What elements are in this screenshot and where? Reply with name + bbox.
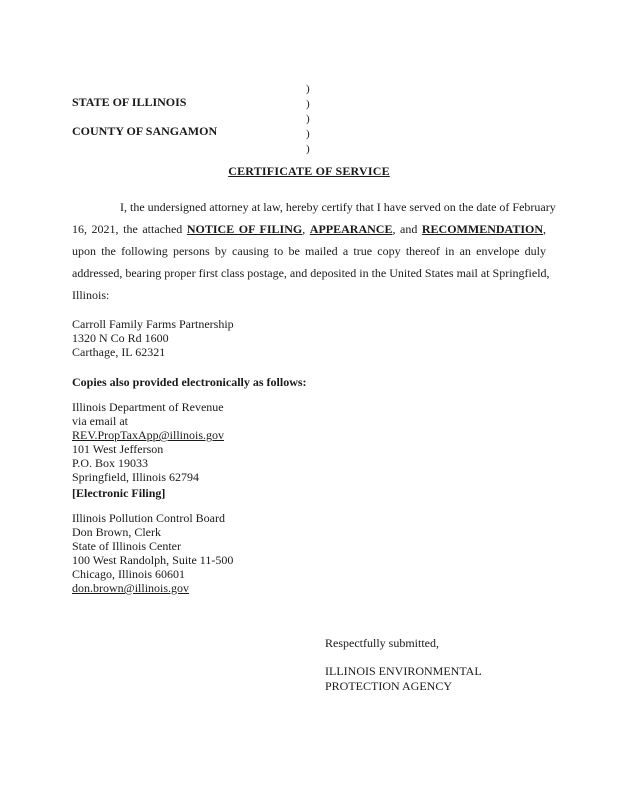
notice-of-filing-ref: NOTICE OF FILING [186, 222, 303, 236]
bracket: ) [306, 128, 310, 140]
address-line: Springfield, Illinois 62794 [72, 470, 199, 484]
address-line: P.O. Box 19033 [72, 456, 149, 470]
body-line [72, 218, 546, 240]
closing: Respectfully submitted, [325, 636, 439, 650]
certificate-body [72, 196, 556, 306]
bracket: ) [306, 113, 310, 125]
bracket: ) [306, 98, 310, 110]
bracket: ) [306, 143, 310, 155]
via-email-label: via email at [72, 414, 128, 428]
address-line: Illinois Department of Revenue [72, 400, 224, 414]
address-line: Carthage, IL 62321 [72, 345, 166, 359]
body-line: I, the undersigned attorney at law, hereby certify that I have served on the date of February [120, 200, 556, 214]
body-text: 16, 2021, the attached [72, 222, 187, 236]
body-line: addressed, bearing proper first class postage, and deposited in the United States mail at Springfield, [72, 266, 550, 280]
appearance-ref: APPEARANCE [309, 222, 393, 236]
body-text: , [543, 222, 546, 236]
address-line [72, 414, 224, 442]
address-line: Illinois Pollution Control Board [72, 511, 226, 525]
recipient-address [72, 317, 234, 359]
caption-brackets [306, 82, 310, 157]
body-text: , and [392, 222, 422, 236]
address-line: 1320 N Co Rd 1600 [72, 331, 169, 345]
body-text: , [302, 222, 310, 236]
address-line: Chicago, Illinois 60601 [72, 567, 185, 581]
board-email-link[interactable]: don.brown@illinois.gov [72, 581, 190, 595]
revenue-address [72, 400, 224, 484]
electronic-filing-heading: [Electronic Filing] [72, 486, 166, 500]
revenue-email-link[interactable]: REV.PropTaxApp@illinois.gov [72, 428, 224, 442]
caption-state: STATE OF ILLINOIS [72, 95, 187, 109]
signatory-org-line1: ILLINOIS ENVIRONMENTAL [325, 664, 482, 678]
address-line: Carroll Family Farms Partnership [72, 317, 234, 331]
body-line: upon the following persons by causing to be mailed a true copy thereof in an envelope duly [72, 244, 546, 258]
address-line: State of Illinois Center [72, 539, 181, 553]
address-line: Don Brown, Clerk [72, 525, 161, 539]
caption-county: COUNTY OF SANGAMON [72, 124, 218, 138]
copies-heading: Copies also provided electronically as follows: [72, 375, 307, 389]
bracket: ) [306, 83, 310, 95]
address-line: 100 West Randolph, Suite 11-500 [72, 553, 234, 567]
signatory-org-line2: PROTECTION AGENCY [325, 679, 453, 693]
address-line: 101 West Jefferson [72, 442, 164, 456]
document-title: CERTIFICATE OF SERVICE [228, 164, 390, 178]
recommendation-ref: RECOMMENDATION [421, 222, 543, 236]
body-line: Illinois: [72, 288, 110, 302]
board-address [72, 511, 233, 595]
